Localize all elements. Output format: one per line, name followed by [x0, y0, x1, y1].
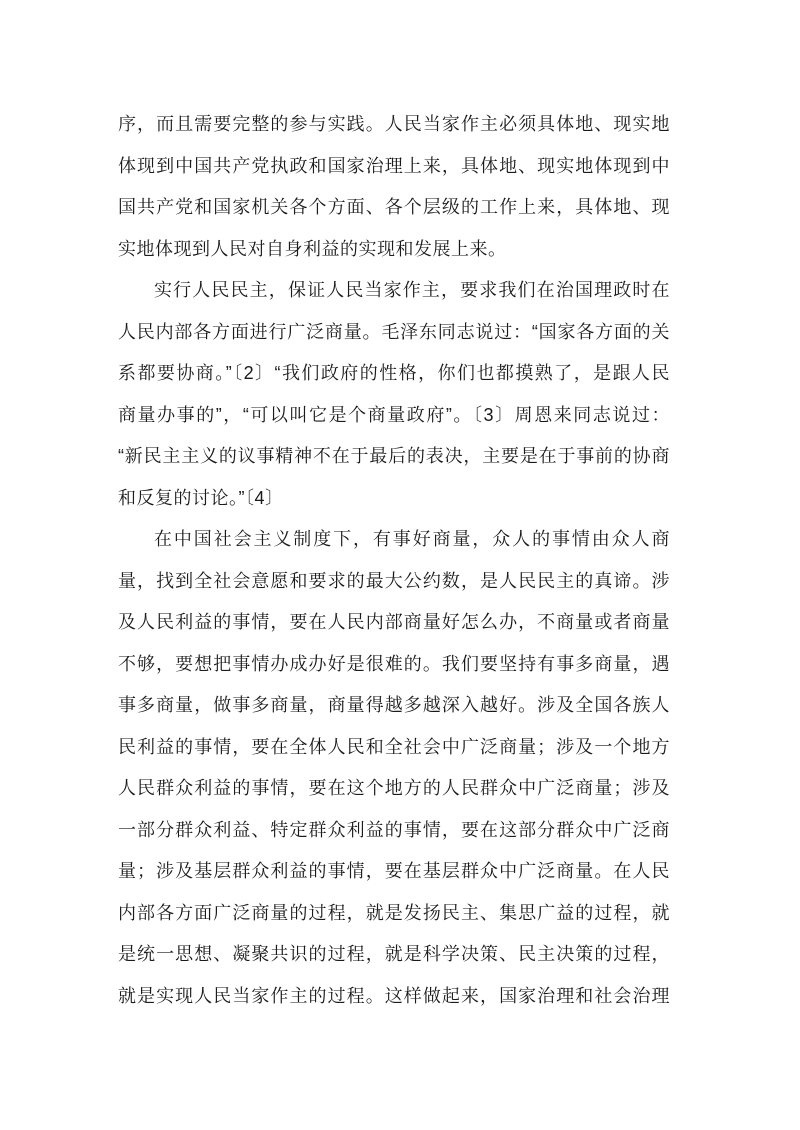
text-line: 系都要协商。”〔2〕“我们政府的性格，你们也都摸熟了，是跟人民 [118, 363, 670, 383]
text-line: 实地体现到人民对自身利益的实现和发展上来。 [118, 238, 507, 259]
text-line: 实行人民民主，保证人民当家作主，要求我们在治国理政时在 [154, 280, 670, 300]
text-line: 事多商量，做事多商量，商量得越多越深入越好。涉及全国各族人 [118, 695, 670, 715]
text-line: “新民主主义的议事精神不在于最后的表决，主要是在于事前的协商 [118, 446, 670, 466]
paragraph [118, 104, 670, 270]
paragraph [118, 270, 670, 519]
text-line: 体现到中国共产党执政和国家治理上来，具体地、现实地体现到中 [118, 155, 670, 176]
text-line: 人民内部各方面进行广泛商量。毛泽东同志说过：“国家各方面的关 [118, 321, 670, 342]
text-line: 就是实现人民当家作主的过程。这样做起来，国家治理和社会治理 [118, 985, 670, 1006]
text-line: 是统一思想、凝聚共识的过程，就是科学决策、民主决策的过程， [118, 944, 670, 964]
text-line: 一部分群众利益、特定群众利益的事情，要在这部分群众中广泛商 [118, 819, 670, 840]
document-page [118, 104, 670, 1017]
text-line: 商量办事的”，“可以叫它是个商量政府”。〔3〕周恩来同志说过： [118, 404, 670, 425]
text-line: 和反复的讨论。”〔4〕 [118, 487, 284, 508]
text-line: 人民群众利益的事情，要在这个地方的人民群众中广泛商量；涉及 [118, 778, 670, 798]
text-line: 在中国社会主义制度下，有事好商量，众人的事情由众人商 [154, 529, 670, 549]
text-line: 内部各方面广泛商量的过程，就是发扬民主、集思广益的过程，就 [118, 902, 670, 923]
text-line: 序，而且需要完整的参与实践。人民当家作主必须具体地、现实地 [118, 114, 670, 134]
text-line: 量；涉及基层群众利益的事情，要在基层群众中广泛商量。在人民 [118, 861, 670, 881]
text-line: 国共产党和国家机关各个方面、各个层级的工作上来，具体地、现 [118, 197, 670, 217]
paragraph [118, 519, 670, 1017]
text-line: 及人民利益的事情，要在人民内部商量好怎么办，不商量或者商量 [118, 612, 670, 632]
text-line: 民利益的事情，要在全体人民和全社会中广泛商量；涉及一个地方 [118, 736, 670, 757]
text-line: 量，找到全社会意愿和要求的最大公约数，是人民民主的真谛。涉 [118, 570, 670, 591]
text-line: 不够，要想把事情办成办好是很难的。我们要坚持有事多商量，遇 [118, 653, 670, 674]
